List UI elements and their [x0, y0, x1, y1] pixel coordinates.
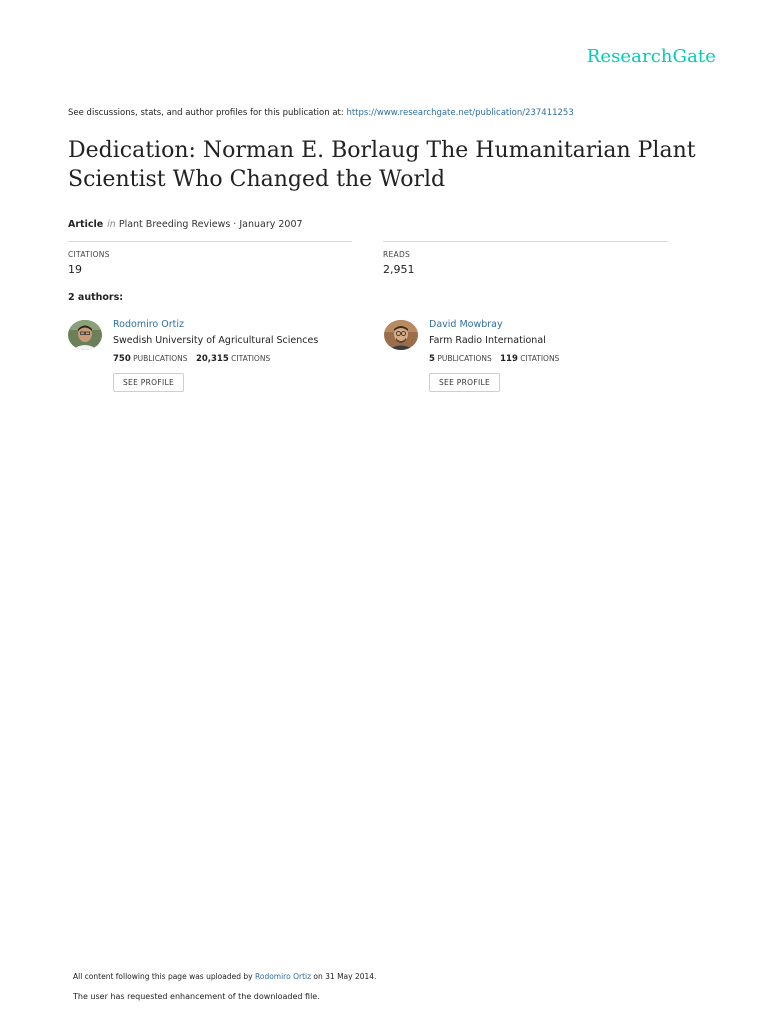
avatar[interactable] — [68, 320, 102, 350]
author-institution: Swedish University of Agricultural Sciences — [113, 335, 319, 346]
author-citations-count: 119 — [500, 354, 518, 364]
upload-note — [73, 972, 376, 981]
publication-type: Article — [68, 219, 104, 230]
uploader-link[interactable]: Rodomiro Ortiz — [254, 972, 312, 981]
citations-value: 19 — [68, 263, 82, 276]
author-stats — [429, 354, 559, 364]
reads-label: READS — [383, 250, 411, 259]
author-name-link[interactable]: David Mowbray — [429, 319, 503, 330]
reads-divider — [383, 241, 668, 242]
researchgate-logo[interactable]: ResearchGate — [586, 46, 716, 67]
publication-url-link[interactable]: https://www.researchgate.net/publication/237411253 — [346, 108, 574, 118]
author-card — [384, 318, 684, 398]
publications-label: PUBLICATIONS — [437, 354, 492, 363]
author-citations-count: 20,315 — [195, 354, 229, 364]
publication-meta — [68, 219, 303, 230]
see-profile-button[interactable]: SEE PROFILE — [429, 373, 500, 392]
author-citations-label: CITATIONS — [231, 354, 271, 363]
publications-count: 5 — [429, 354, 435, 364]
author-card — [68, 318, 368, 398]
publication-title: Dedication: Norman E. Borlaug The Humanitarian Plant Scientist Who Changed the World — [68, 138, 696, 192]
authors-label: 2 authors: — [68, 292, 124, 303]
see-profile-button[interactable]: SEE PROFILE — [113, 373, 184, 392]
avatar[interactable] — [384, 320, 418, 350]
citations-divider — [68, 241, 352, 242]
author-name-link[interactable]: Rodomiro Ortiz — [113, 319, 184, 330]
in-label: in — [107, 219, 116, 230]
publications-count: 750 — [113, 354, 131, 364]
author-citations-label: CITATIONS — [520, 354, 560, 363]
journal-date: Plant Breeding Reviews · January 2007 — [118, 219, 303, 230]
reads-value: 2,951 — [383, 263, 415, 276]
enhancement-note: The user has requested enhancement of the downloaded file. — [73, 992, 320, 1001]
discussion-line — [68, 108, 574, 118]
author-institution: Farm Radio International — [429, 335, 546, 346]
upload-suffix: on 31 May 2014. — [311, 972, 377, 981]
publications-label: PUBLICATIONS — [133, 354, 188, 363]
author-stats — [113, 354, 270, 364]
discussion-prefix: See discussions, stats, and author profiles for this publication at: — [68, 108, 347, 118]
citations-label: CITATIONS — [68, 250, 110, 259]
upload-prefix: All content following this page was uploaded by — [73, 972, 255, 981]
